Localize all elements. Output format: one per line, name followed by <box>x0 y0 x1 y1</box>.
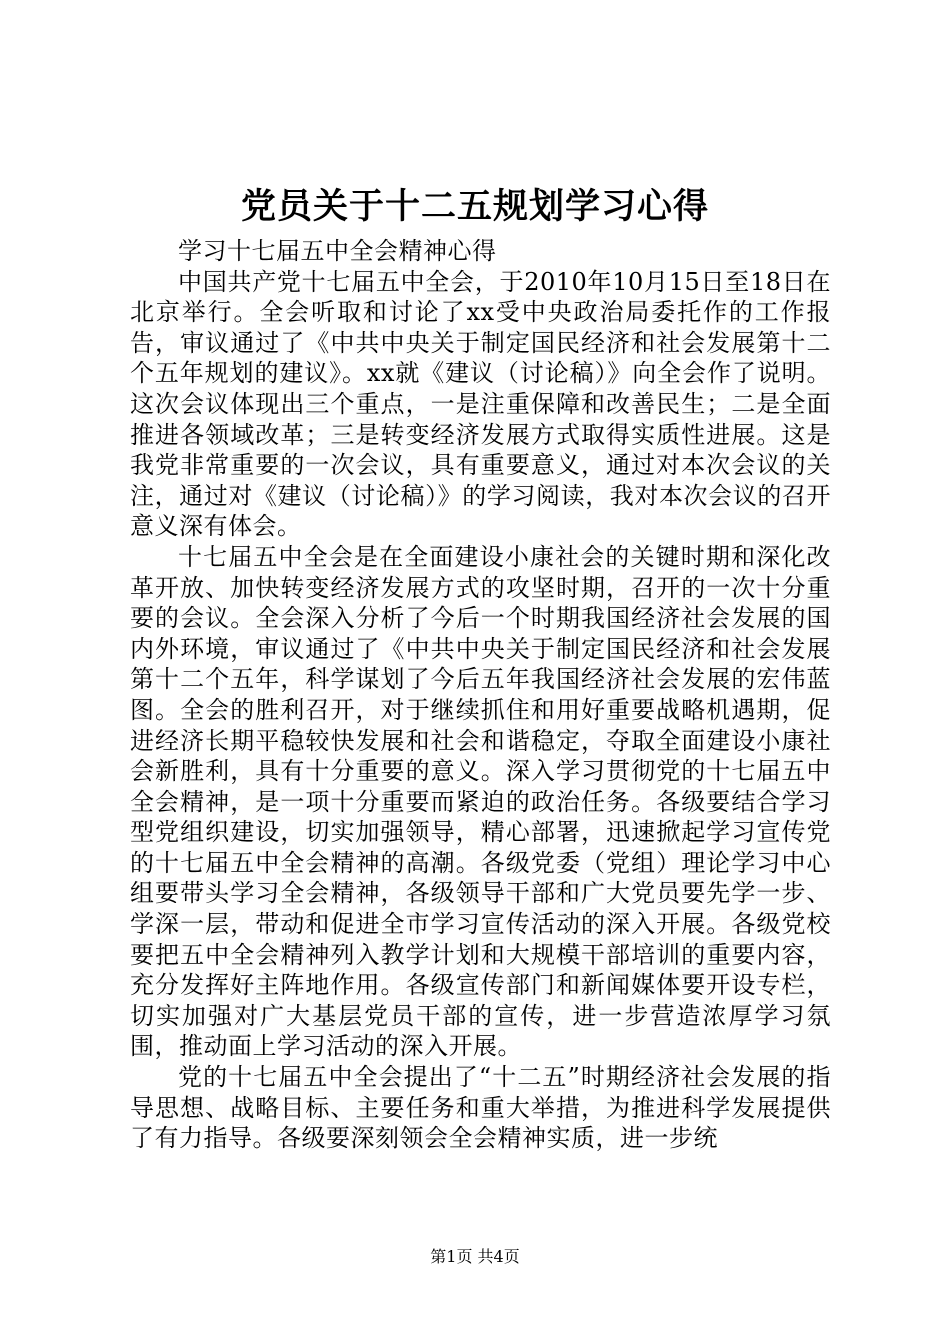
body-paragraph: 十七届五中全会是在全面建设小康社会的关键时期和深化改革开放、加快转变经济发展方式的攻坚时期，召开的一次十分重要的会议。全会深入分析了今后一个时期我国经济社会发展的国内外环境，审议通过了《中共中央关于制定国民经济和社会发展第十二个五年，科学谋划了今后五年我国经济社会发展的宏伟蓝图。全会的胜利召开，对于继续抓住和用好重要战略机遇期，促进经济长期平稳较快发展和社会和谐稳定，夺取全面建设小康社会新胜利，具有十分重要的意义。深入学习贯彻党的十七届五中全会精神，是一项十分重要而紧迫的政治任务。各级要结合学习型党组织建设，切实加强领导，精心部署，迅速掀起学习宣传党的十七届五中全会精神的高潮。各级党委（党组）理论学习中心组要带头学习全会精神，各级领导干部和广大党员要先学一步、学深一层，带动和促进全市学习宣传活动的深入开展。各级党校要把五中全会精神列入教学计划和大规模干部培训的重要内容，充分发挥好主阵地作用。各级宣传部门和新闻媒体要开设专栏，切实加强对广大基层党员干部的宣传，进一步营造浓厚学习氛围，推动面上学习活动的深入开展。 <box>130 542 831 1061</box>
body-paragraph: 中国共产党十七届五中全会，于2010年10月15日至18日在北京举行。全会听取和讨论了xx受中央政治局委托作的工作报告，审议通过了《中共中央关于制定国民经济和社会发展第十二个五年规划的建议》。xx就《建议（讨论稿）》向全会作了说明。这次会议体现出三个重点，一是注重保障和改善民生；二是全面推进各领域改革；三是转变经济发展方式取得实质性进展。这是我党非常重要的一次会议，具有重要意义，通过对本次会议的关注，通过对《建议（讨论稿）》的学习阅读，我对本次会议的召开意义深有体会。 <box>130 267 831 541</box>
page-number-footer: 第1页 共4页 <box>430 1247 520 1266</box>
document-title: 党员关于十二五规划学习心得 <box>240 186 709 227</box>
body-paragraph: 学习十七届五中全会精神心得 <box>178 237 497 265</box>
document-body <box>130 236 831 1154</box>
body-paragraph: 党的十七届五中全会提出了“十二五”时期经济社会发展的指导思想、战略目标、主要任务和重大举措，为推进科学发展提供了有力指导。各级要深刻领会全会精神实质，进一步统 <box>130 1063 831 1153</box>
